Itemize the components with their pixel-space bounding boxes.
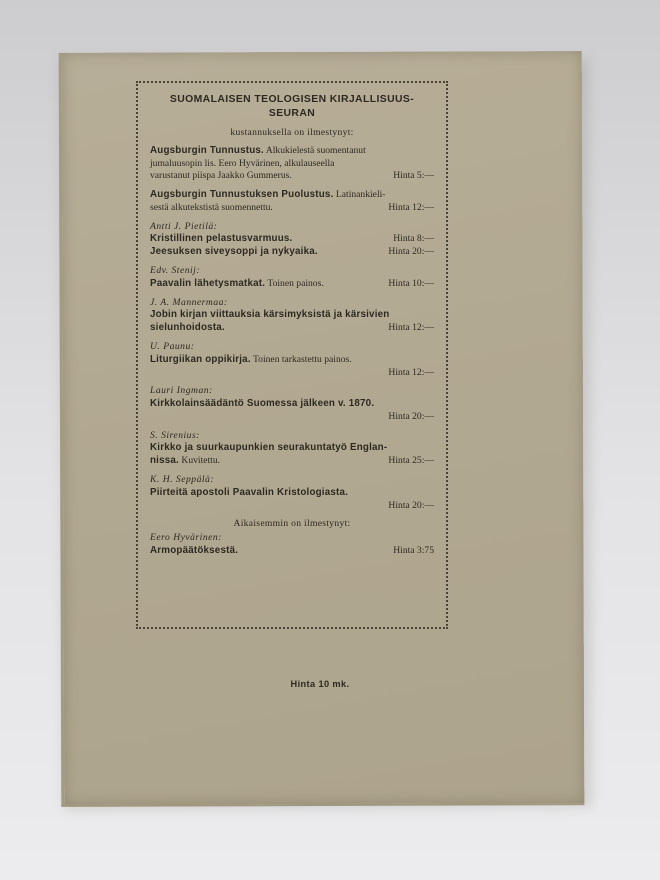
book-author: Antti J. Pietilä: [150,220,218,232]
book-title: nissa. [150,455,179,467]
intro-line: kustannuksella on ilmestynyt: [230,127,354,139]
book-price: Hinta 20:— [388,246,434,258]
book-price: Hinta 20:— [388,499,434,511]
book-title: Augsburgin Tunnustuksen Puolustus. [150,188,334,200]
book-author: Lauri Ingman: [150,385,213,397]
earlier-section [150,518,434,557]
book-entry [150,341,434,379]
book-entry [150,297,434,336]
book-price: Hinta 12:— [388,201,434,213]
book-title: Kirkko ja suurkaupunkien seurakuntatyö Englan- [150,442,388,454]
book-desc: varustanut piispa Jaakko Gummerus. [150,170,292,182]
book-title: Armopäätöksestä. [150,544,239,556]
book-entry [150,430,434,469]
book-entry [150,385,434,423]
book-author: Edv. Stenij: [150,265,201,277]
book-entry [150,189,434,215]
book-entry [150,474,434,512]
book-entry [150,265,434,291]
earlier-intro: Aikaisemmin on ilmestynyt: [233,518,351,530]
book-desc: Alkukielestä suomentanut [265,144,366,156]
book-price: Hinta 8:— [393,233,434,245]
book-title: Paavalin lähetysmatkat. [150,277,266,289]
book-desc: Toinen tarkastettu painos. [252,353,352,365]
book-author: S. Sirenius: [150,429,200,441]
book-title: Liturgiikan oppikirja. [150,353,251,365]
book-desc: jumaluusopin lis. Eero Hyvärinen, alkulauseella [150,157,335,169]
book-title: Piirteitä apostoli Paavalin Kristologiasta. [150,486,349,498]
book-price: Hinta 10:— [388,277,434,289]
book-entry [150,145,434,183]
book-price: Hinta 5:— [393,170,434,182]
cover-price: Hinta 10 mk. [290,679,350,689]
book-entry [150,221,434,260]
book-desc: Latinankieli- [335,188,386,200]
book-price: Hinta 12:— [388,366,434,378]
book-title: Jeesuksen siveysoppi ja nykyaika. [150,246,318,258]
book-author: Eero Hyvärinen: [150,532,222,543]
book-title: Jobin kirjan viittauksia kärsimyksistä ja kärsivien [150,309,390,321]
publisher-heading: SUOMALAISEN TEOLOGISEN KIRJALLISUUS-SEURAN [169,94,415,120]
book-author: K. H. Seppälä: [150,474,215,486]
book-price: Hinta 3:75 [393,544,434,556]
book-price: Hinta 12:— [388,322,434,334]
book-desc: sestä alkutekstistä suomennettu. [150,201,273,213]
book-price: Hinta 20:— [388,410,434,422]
book-title: sielunhoidosta. [150,322,225,334]
book-author: U. Paunu: [150,341,195,353]
book-author: J. A. Mannermaa: [150,296,228,308]
book-title: Augsburgin Tunnustus. [150,144,264,156]
book-desc: Kuvitettu. [181,455,221,467]
publisher-list-frame [136,81,448,629]
book-title: Kirkkolainsäädäntö Suomessa jälkeen v. 1870. [150,398,375,410]
book-price: Hinta 25:— [388,455,434,467]
book-title: Kristillinen pelastusvarmuus. [150,233,293,245]
book-desc: Toinen painos. [267,277,324,289]
